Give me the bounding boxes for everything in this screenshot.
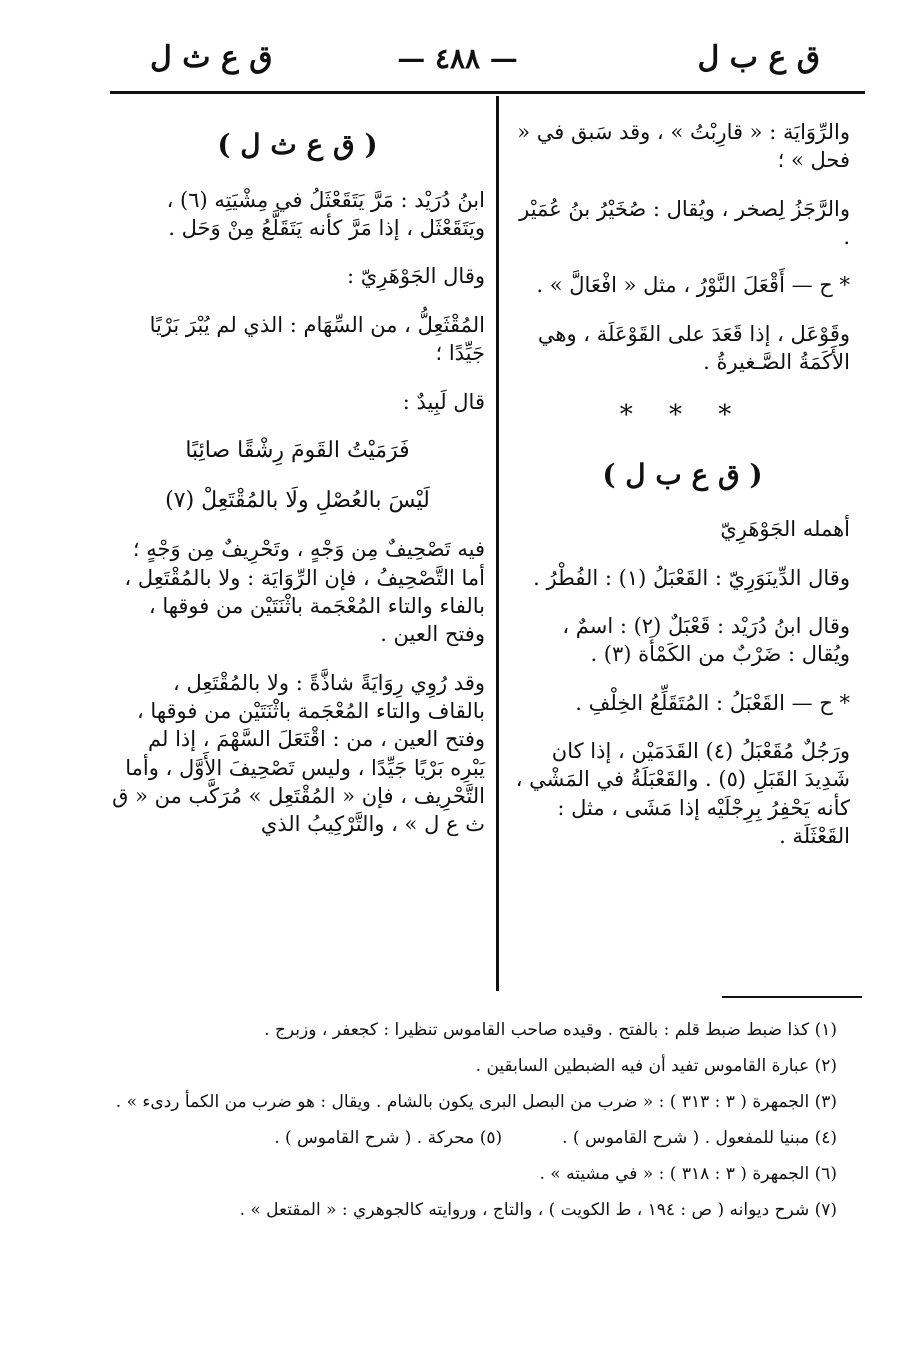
right-column [515, 118, 850, 870]
footnote: (٥) محركة . ( شرح القاموس ) . [274, 1128, 503, 1148]
footnote: (٣) الجمهرة ( ٣ : ٣١٣ ) : « ضرب من البصل البرى يكون بالشام . ويقال : هو ضرب من الكمأ ردىء » . [115, 1092, 837, 1112]
footnote: (٢) عبارة القاموس تفيد أن فيه الضبطين السابقين . [475, 1056, 837, 1076]
section-separator: * * * [619, 400, 746, 431]
page-number: — ٤٨٨ — [397, 42, 518, 75]
footnote-row [77, 1128, 837, 1148]
footnote: (٤) مبنيا للمفعول . ( شرح القاموس ) . [562, 1128, 837, 1148]
header-right-title: ق ع ب ل [697, 40, 820, 75]
paragraph: ورَجُلٌ مُقَعْبَلُ (٤) القَدَمَيْن ، إذا كان شَدِيدَ القَبَلِ (٥) . والقَعْبَلَةُ في المَشْي ، كأنه يَحْفِرُ بِرِجْلَيْه إذا مَشَى ، مثل : القَعْثَلَة . [515, 739, 850, 849]
left-column [110, 118, 485, 859]
paragraph: * ح — القَعْبَلُ : المُتَقَلِّعُ الخِلْفِ . [575, 690, 850, 715]
paragraph: وقَوْعَل ، إذا قَعَدَ على القَوْعَلَة ، وهي الأَكَمَةُ الصَّـغيرةُ . [537, 321, 850, 375]
paragraph: والرَّجَزُ لِصخر ، ويُقال : صُخَيْرُ بنُ عُمَيْر . [519, 196, 850, 250]
footnote: (١) كذا ضبط ضبط قلم : بالفتح . وقيده صاحب القاموس تنظيرا : كجعفر ، وزبرج . [264, 1020, 837, 1040]
paragraph: قال لَبِيدٌ : [402, 389, 485, 414]
header-rule [110, 91, 865, 94]
paragraph: والرِّوَايَة : « قارِبْتُ » ، وقد سَبق في « فحل » ؛ [517, 120, 850, 173]
paragraph: فيه تَصْحِيفٌ مِن وَجْهٍ ، وتَحْرِيفٌ مِن وَجْهٍ ؛ أما التَّصْحِيفُ ، فإن الرِّوَايَة : ولا بالمُقْتَعِل ، بالفاء والتاء المُعْجَمة باثْنَتَيْن من فوقها ، وفتح العين . [124, 537, 485, 647]
entry-title: ( ق ع ث ل ) [217, 128, 378, 161]
verse-line: لَيْسَ بالعُصْلِ ولَا بالمُقْتَعِلْ (٧) [165, 487, 430, 513]
verse-line: فَرَمَيْتُ القَومَ رِشْقًا صائِبًا [185, 437, 410, 463]
paragraph: وقال ابنُ دُرَيْد : قَعْبَلٌ (٢) : اسمٌ ، ويُقال : ضَرْبٌ من الكَمْأَة (٣) . [562, 613, 850, 667]
paragraph: أهمله الجَوْهَرِيّ [720, 517, 850, 542]
paragraph: ابنُ دُرَيْد : مَرَّ يَتَقَعْثَلُ في مِشْيَتِه (٦) ، ويَتَقَعْثَل ، إذا مَرَّ كأنه يَتَقَلَّعُ مِنْ وَحَل . [166, 187, 485, 241]
paragraph: وقد رُوِي رِوَايَةً شاذَّةً : ولا بالمُقْتَعِل ، بالقاف والتاء المُعْجَمة باثْنَتَيْن من فوقها ، وفتح العين ، من : اقْتَعَلَ السَّهْمَ ، إذا لم يَبْرِه بَرْيًا جَيِّدًا ، وليس تَصْحِيفَ الأَوَّل ، وأما التَّحْرِيف ، فإن « المُقْتَعِل » مُرَكَّب من « ق ث ع ل » ، والتَّرْكِيبُ الذي [112, 670, 485, 837]
paragraph: وقال الدِّينَوَرِيّ : القَعْبَلُ (١) : الفُطْرُ . [533, 565, 850, 590]
footnote-rule [722, 996, 862, 998]
paragraph: وقال الجَوْهَرِيّ : [347, 264, 485, 289]
entry-title: ( ق ع ب ل ) [602, 457, 763, 491]
footnote: (٧) شرح ديوانه ( ص : ١٩٤ ، ط الكويت ) ، والتاج ، وروايته كالجوهري : « المقتعل » . [239, 1200, 837, 1220]
paragraph: * ح — أَقْعَلَ النَّوْرُ ، مثل « افْعَالَّ » . [536, 273, 850, 298]
header-left-title: ق ع ث ل [150, 40, 273, 75]
footnote: (٦) الجمهرة ( ٣ : ٣١٨ ) : « في مشيته » . [539, 1164, 837, 1184]
column-divider [496, 96, 499, 991]
footnotes [77, 1020, 837, 1236]
paragraph: المُقْثَعِلُّ ، من السِّهَام : الذي لم يُبْرَ بَرْيًا جَيِّدًا ؛ [149, 312, 485, 366]
